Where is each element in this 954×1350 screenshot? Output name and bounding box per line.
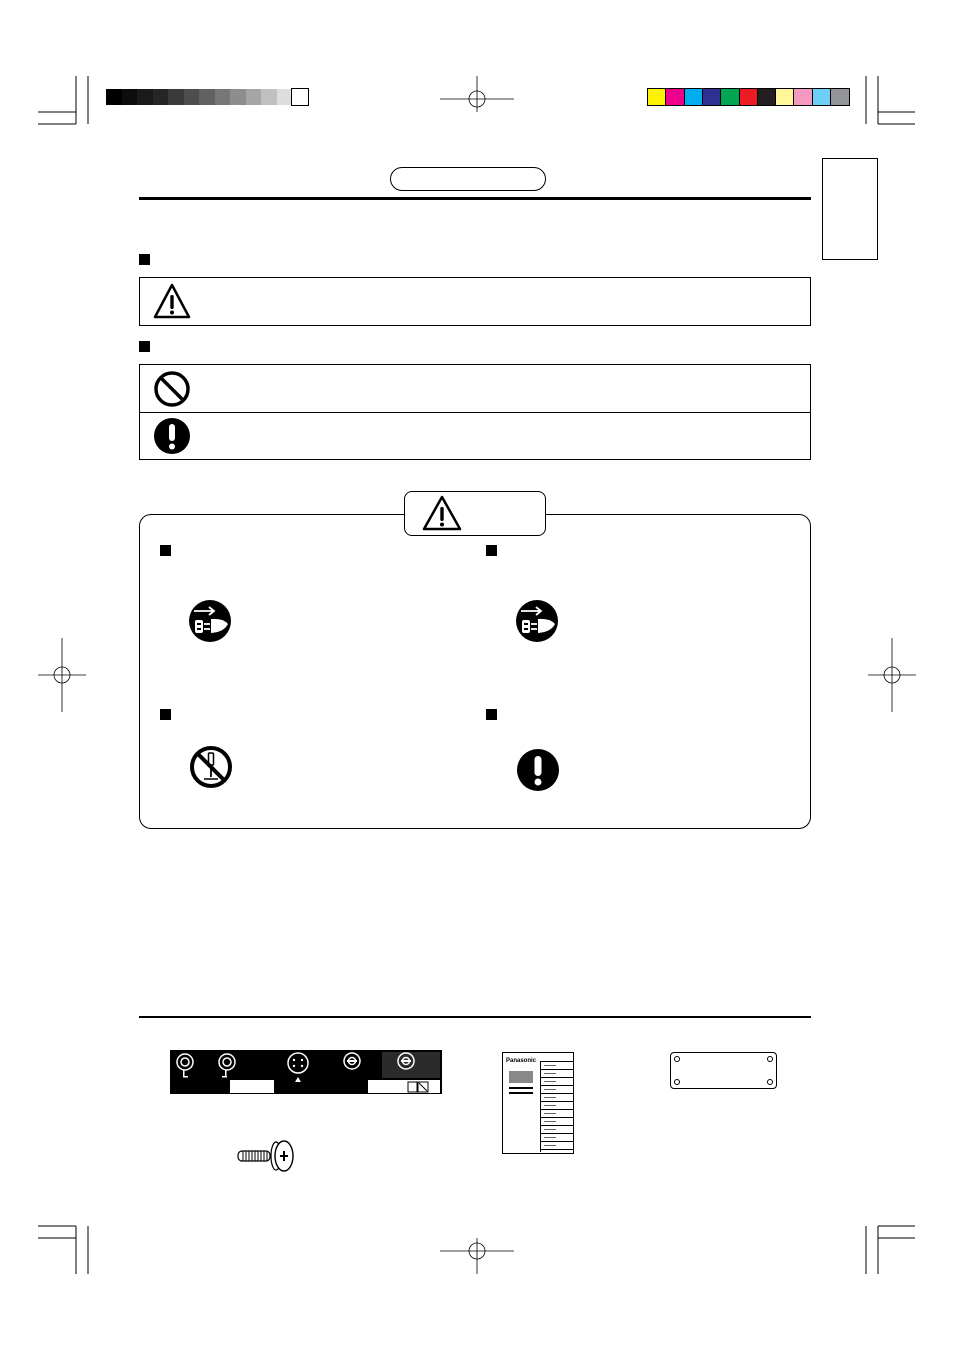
color-swatch xyxy=(831,89,849,105)
color-swatch xyxy=(794,89,812,105)
gray-swatch xyxy=(215,89,231,105)
booklet-page-list xyxy=(540,1061,574,1152)
warning-item-bullet xyxy=(486,709,497,720)
booklet-text-line xyxy=(544,1081,556,1082)
color-swatch xyxy=(685,89,703,105)
unplug-icon xyxy=(188,599,232,643)
color-swatch xyxy=(813,89,831,105)
instruction-booklet-illustration xyxy=(502,1052,574,1154)
booklet-page-line xyxy=(541,1093,574,1094)
warning-item-bullet xyxy=(160,709,171,720)
gray-swatch xyxy=(199,89,215,105)
booklet-text-line xyxy=(544,1145,556,1146)
color-swatch xyxy=(666,89,684,105)
gray-swatch xyxy=(292,89,308,105)
booklet-page-line xyxy=(541,1125,574,1126)
terminal-board-illustration xyxy=(170,1050,442,1095)
booklet-page-line xyxy=(541,1077,574,1078)
gray-swatch xyxy=(106,89,122,105)
section-title-capsule xyxy=(390,167,546,191)
booklet-text-line xyxy=(544,1065,556,1066)
gray-swatch xyxy=(153,89,169,105)
booklet-cover-line xyxy=(509,1092,533,1094)
header-rule xyxy=(139,197,811,200)
color-swatch xyxy=(721,89,739,105)
legend-divider xyxy=(139,412,811,413)
gray-swatch xyxy=(137,89,153,105)
booklet-page-line xyxy=(541,1101,574,1102)
page-side-tab xyxy=(822,158,878,260)
warning-triangle-icon xyxy=(152,282,192,320)
warning-triangle-icon xyxy=(421,494,463,532)
warning-panel xyxy=(139,514,811,829)
booklet-text-line xyxy=(544,1097,556,1098)
booklet-cover-block xyxy=(509,1071,533,1083)
unplug-icon xyxy=(515,599,559,643)
nameplate-illustration xyxy=(670,1052,777,1089)
exclamation-icon xyxy=(153,417,191,455)
gray-swatch xyxy=(246,89,262,105)
booklet-text-line xyxy=(544,1137,556,1138)
gray-swatch xyxy=(168,89,184,105)
color-swatch xyxy=(740,89,758,105)
screw-hole xyxy=(767,1056,773,1062)
gray-swatch xyxy=(122,89,138,105)
screw-hole xyxy=(767,1079,773,1085)
hazard-legend-box xyxy=(139,277,811,326)
screw-hole xyxy=(674,1056,680,1062)
no-disassembly-icon xyxy=(189,745,233,789)
color-swatch xyxy=(776,89,794,105)
section-bullet xyxy=(139,341,150,352)
booklet-text-line xyxy=(544,1105,556,1106)
booklet-page-line xyxy=(541,1149,574,1150)
gray-swatch xyxy=(277,89,293,105)
accessories-rule xyxy=(139,1016,811,1018)
exclamation-icon xyxy=(516,748,560,792)
warning-item-bullet xyxy=(486,545,497,556)
booklet-page-line xyxy=(541,1069,574,1070)
booklet-cover-line xyxy=(509,1087,533,1089)
booklet-page-line xyxy=(541,1133,574,1134)
gray-swatch xyxy=(261,89,277,105)
color-swatch xyxy=(758,89,776,105)
screw-illustration xyxy=(236,1138,296,1174)
booklet-text-line xyxy=(544,1129,556,1130)
booklet-page-line xyxy=(541,1109,574,1110)
booklet-page-line xyxy=(541,1141,574,1142)
prohibition-icon xyxy=(153,370,191,408)
booklet-text-line xyxy=(544,1089,556,1090)
color-swatch xyxy=(648,89,666,105)
booklet-brand-logo: Panasonic xyxy=(506,1058,537,1064)
screw-hole xyxy=(674,1079,680,1085)
booklet-page-line xyxy=(541,1117,574,1118)
warning-item-bullet xyxy=(160,545,171,556)
section-bullet xyxy=(139,254,150,265)
booklet-text-line xyxy=(544,1121,556,1122)
gray-swatch xyxy=(184,89,200,105)
booklet-page-line xyxy=(541,1085,574,1086)
gray-swatch xyxy=(230,89,246,105)
booklet-text-line xyxy=(544,1073,556,1074)
booklet-text-line xyxy=(544,1113,556,1114)
color-swatch xyxy=(703,89,721,105)
